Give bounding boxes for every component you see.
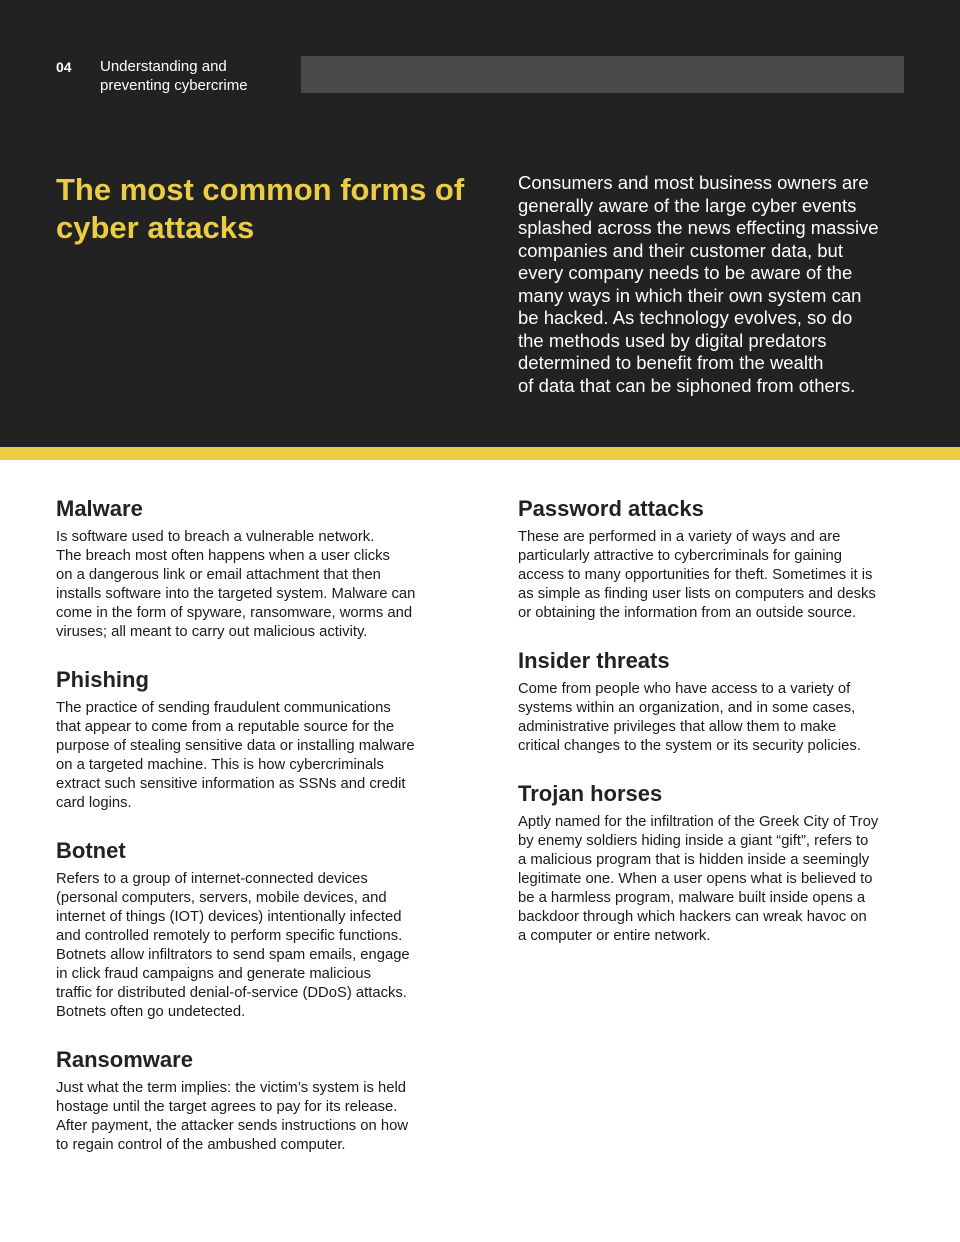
section-body [518, 528, 913, 623]
section-heading: Malware [56, 496, 143, 521]
section-title: Understanding and preventing cybercrime [100, 58, 248, 94]
section-body [56, 528, 451, 642]
section-body [56, 1079, 451, 1155]
body-line: The practice of sending fraudulent communications [56, 700, 391, 716]
section-heading: Phishing [56, 667, 149, 692]
section-heading: Ransomware [56, 1047, 193, 1072]
section-heading: Trojan horses [518, 781, 663, 806]
article-section [56, 666, 451, 813]
accent-stripe [0, 447, 960, 460]
body-line: Come from people who have access to a variety of [518, 681, 851, 697]
body-line: to regain control of the ambushed computer. [56, 1137, 346, 1153]
body-line: critical changes to the system or its security policies. [518, 738, 861, 754]
section-heading: Botnet [56, 838, 126, 863]
body-line: hostage until the target agrees to pay for its release. [56, 1099, 398, 1115]
body-line: a malicious program that is hidden inside a seemingly [518, 852, 870, 868]
article-section [56, 1046, 451, 1155]
body-line: viruses; all meant to carry out malicious activity. [56, 624, 368, 640]
body-line: or obtaining the information from an outside source. [518, 605, 857, 621]
header-bar [301, 56, 904, 93]
article-section [56, 837, 451, 1022]
intro-paragraph [518, 172, 913, 397]
body-line: access to many opportunities for theft. Sometimes it is [518, 567, 873, 583]
intro-line: determined to benefit from the wealth [518, 352, 824, 373]
intro-line: splashed across the news effecting massive [518, 217, 879, 238]
intro-line: be hacked. As technology evolves, so do [518, 307, 853, 328]
article-section [518, 495, 913, 623]
body-line: Is software used to breach a vulnerable network. [56, 529, 375, 545]
body-line: traffic for distributed denial-of-service (DDoS) attacks. [56, 985, 407, 1001]
article-section [518, 647, 913, 756]
article-section [56, 495, 451, 642]
body-line: legitimate one. When a user opens what is believed to [518, 871, 873, 887]
left-column [56, 495, 451, 1179]
section-body [518, 680, 913, 756]
body-line: in click fraud campaigns and generate malicious [56, 966, 372, 982]
body-line: After payment, the attacker sends instructions on how [56, 1118, 409, 1134]
body-line: a computer or entire network. [518, 928, 711, 944]
section-body [518, 813, 913, 946]
body-line: Refers to a group of internet-connected devices [56, 871, 368, 887]
section-body [56, 870, 451, 1022]
body-line: Botnets allow infiltrators to send spam emails, engage [56, 947, 410, 963]
body-line: The breach most often happens when a user clicks [56, 548, 390, 564]
section-heading: Insider threats [518, 648, 670, 673]
body-line: Aptly named for the infiltration of the Greek City of Troy [518, 814, 879, 830]
body-line: come in the form of spyware, ransomware, worms and [56, 605, 413, 621]
intro-line: many ways in which their own system can [518, 284, 862, 306]
section-body [56, 699, 451, 813]
body-line: be a harmless program, malware built inside opens a [518, 890, 866, 906]
section-heading: Password attacks [518, 496, 704, 521]
page-title: The most common forms of cyber attacks [56, 172, 465, 245]
body-line: Just what the term implies: the victim’s system is held [56, 1080, 407, 1096]
body-line: backdoor through which hackers can wreak havoc on [518, 909, 867, 925]
body-line: that appear to come from a reputable source for the [56, 719, 395, 735]
body-line: on a dangerous link or email attachment that then [56, 567, 381, 583]
intro-line: generally aware of the large cyber events [518, 194, 857, 216]
body-line: internet of things (IOT) devices) intentionally infected [56, 909, 402, 925]
body-line: purpose of stealing sensitive data or installing malware [56, 738, 415, 754]
body-line: card logins. [56, 795, 132, 811]
body-line: particularly attractive to cybercriminals for gaining [518, 548, 843, 564]
intro-line: every company needs to be aware of the [518, 262, 853, 283]
body-line: as simple as finding user lists on computers and desks [518, 586, 876, 602]
body-line: (personal computers, servers, mobile devices, and [56, 890, 387, 906]
body-line: systems within an organization, and in some cases, [518, 700, 856, 716]
body-line: and controlled remotely to perform specific functions. [56, 928, 403, 944]
intro-line: Consumers and most business owners are [518, 172, 869, 193]
body-line: extract such sensitive information as SSNs and credit [56, 776, 406, 792]
page-number: 04 [56, 59, 72, 75]
body-line: on a targeted machine. This is how cybercriminals [56, 757, 384, 773]
intro-line: the methods used by digital predators [518, 329, 827, 351]
right-column [518, 495, 913, 970]
intro-line: of data that can be siphoned from others. [518, 374, 856, 396]
body-line: by enemy soldiers hiding inside a giant “gift”, refers to [518, 833, 869, 849]
article-section [518, 780, 913, 946]
body-line: installs software into the targeted system. Malware can [56, 586, 416, 602]
body-line: administrative privileges that allow them to make [518, 719, 837, 735]
body-line: Botnets often go undetected. [56, 1004, 246, 1020]
intro-line: companies and their customer data, but [518, 239, 843, 261]
body-line: These are performed in a variety of ways and are [518, 529, 841, 545]
